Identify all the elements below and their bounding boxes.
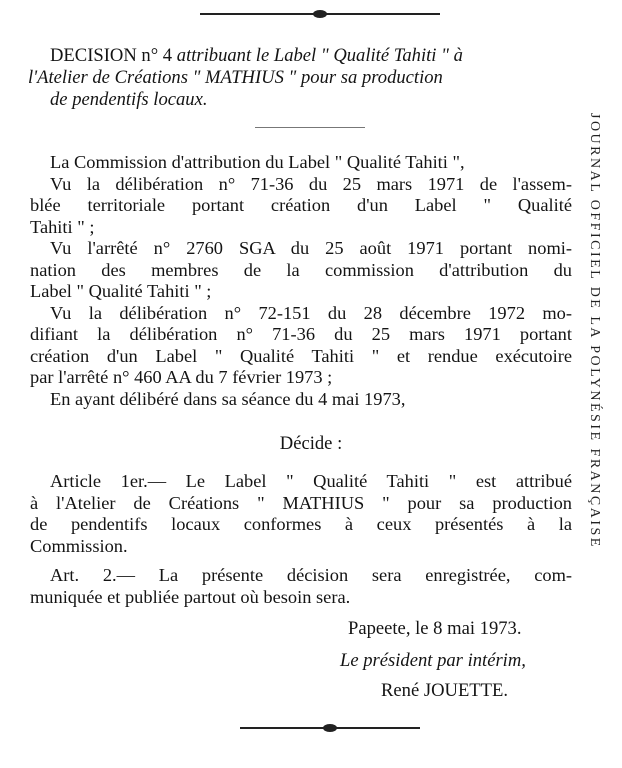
preamble-line: Tahiti " ; bbox=[30, 216, 95, 237]
rule-ornament bbox=[323, 724, 337, 732]
decide-heading: Décide : bbox=[279, 433, 343, 454]
place-date: Papeete, le 8 mai 1973. bbox=[348, 618, 522, 639]
signatory-name: René JOUETTE. bbox=[381, 680, 509, 701]
preamble-line: nation des membres de la commission d'attribution du bbox=[30, 259, 572, 280]
article-1 bbox=[30, 471, 572, 557]
preamble-line: Vu l'arrêté n° 2760 SGA du 25 août 1971 portant nomi- bbox=[50, 238, 572, 258]
preamble-line: blée territoriale portant création d'un Label " Qualité bbox=[30, 195, 572, 215]
preamble-line: Vu la délibération n° 71-36 du 25 mars 1971 de l'assem- bbox=[50, 173, 572, 194]
article-2-line: Art. 2.— La présente décision sera enregistrée, com- bbox=[50, 565, 572, 585]
title-line-1-rest: attribuant le Label " Qualité Tahiti " à bbox=[176, 45, 463, 66]
article-1-line: Article 1er.— Le Label " Qualité Tahiti " est attribué bbox=[50, 471, 572, 491]
preamble-line: La Commission d'attribution du Label " Qualité Tahiti ", bbox=[50, 152, 465, 172]
preamble-line: création d'un Label " Qualité Tahiti " et rendue exécutoire bbox=[30, 345, 572, 366]
title-line-3: de pendentifs locaux. bbox=[50, 89, 208, 110]
preamble-line: En ayant délibéré dans sa séance du 4 mai 1973, bbox=[50, 388, 406, 409]
preamble-line: par l'arrêté n° 460 AA du 7 février 1973 ; bbox=[30, 367, 333, 387]
decision-title bbox=[28, 45, 574, 111]
title-line-2: l'Atelier de Créations " MATHIUS " pour sa production bbox=[28, 67, 443, 88]
article-2 bbox=[30, 565, 572, 608]
bottom-ornamental-rule bbox=[240, 727, 420, 729]
article-1-line: de pendentifs locaux conformes à ceux présentés à la bbox=[30, 514, 572, 534]
title-separator bbox=[255, 127, 365, 128]
journal-name: JOURNAL OFFICIEL DE LA POLYNÉSIE FRANÇAISE bbox=[587, 113, 602, 549]
article-1-line: Commission. bbox=[30, 535, 128, 556]
title-line-1 bbox=[28, 45, 574, 67]
article-1-line: à l'Atelier de Créations " MATHIUS " pour sa production bbox=[30, 492, 572, 513]
title-prefix: DECISION n° 4 bbox=[50, 45, 173, 66]
preamble bbox=[30, 152, 572, 410]
article-2-line: muniquée et publiée partout où besoin sera. bbox=[30, 586, 351, 607]
rule-ornament bbox=[313, 10, 327, 18]
preamble-line: Label " Qualité Tahiti " ; bbox=[30, 281, 212, 301]
preamble-line: difiant la délibération n° 71-36 du 25 mars 1971 portant bbox=[30, 324, 572, 344]
top-ornamental-rule bbox=[200, 13, 440, 15]
preamble-line: Vu la délibération n° 72-151 du 28 décembre 1972 mo- bbox=[50, 302, 572, 323]
journal-sidebar bbox=[582, 113, 606, 573]
signatory-role: Le président par intérim, bbox=[340, 650, 526, 671]
